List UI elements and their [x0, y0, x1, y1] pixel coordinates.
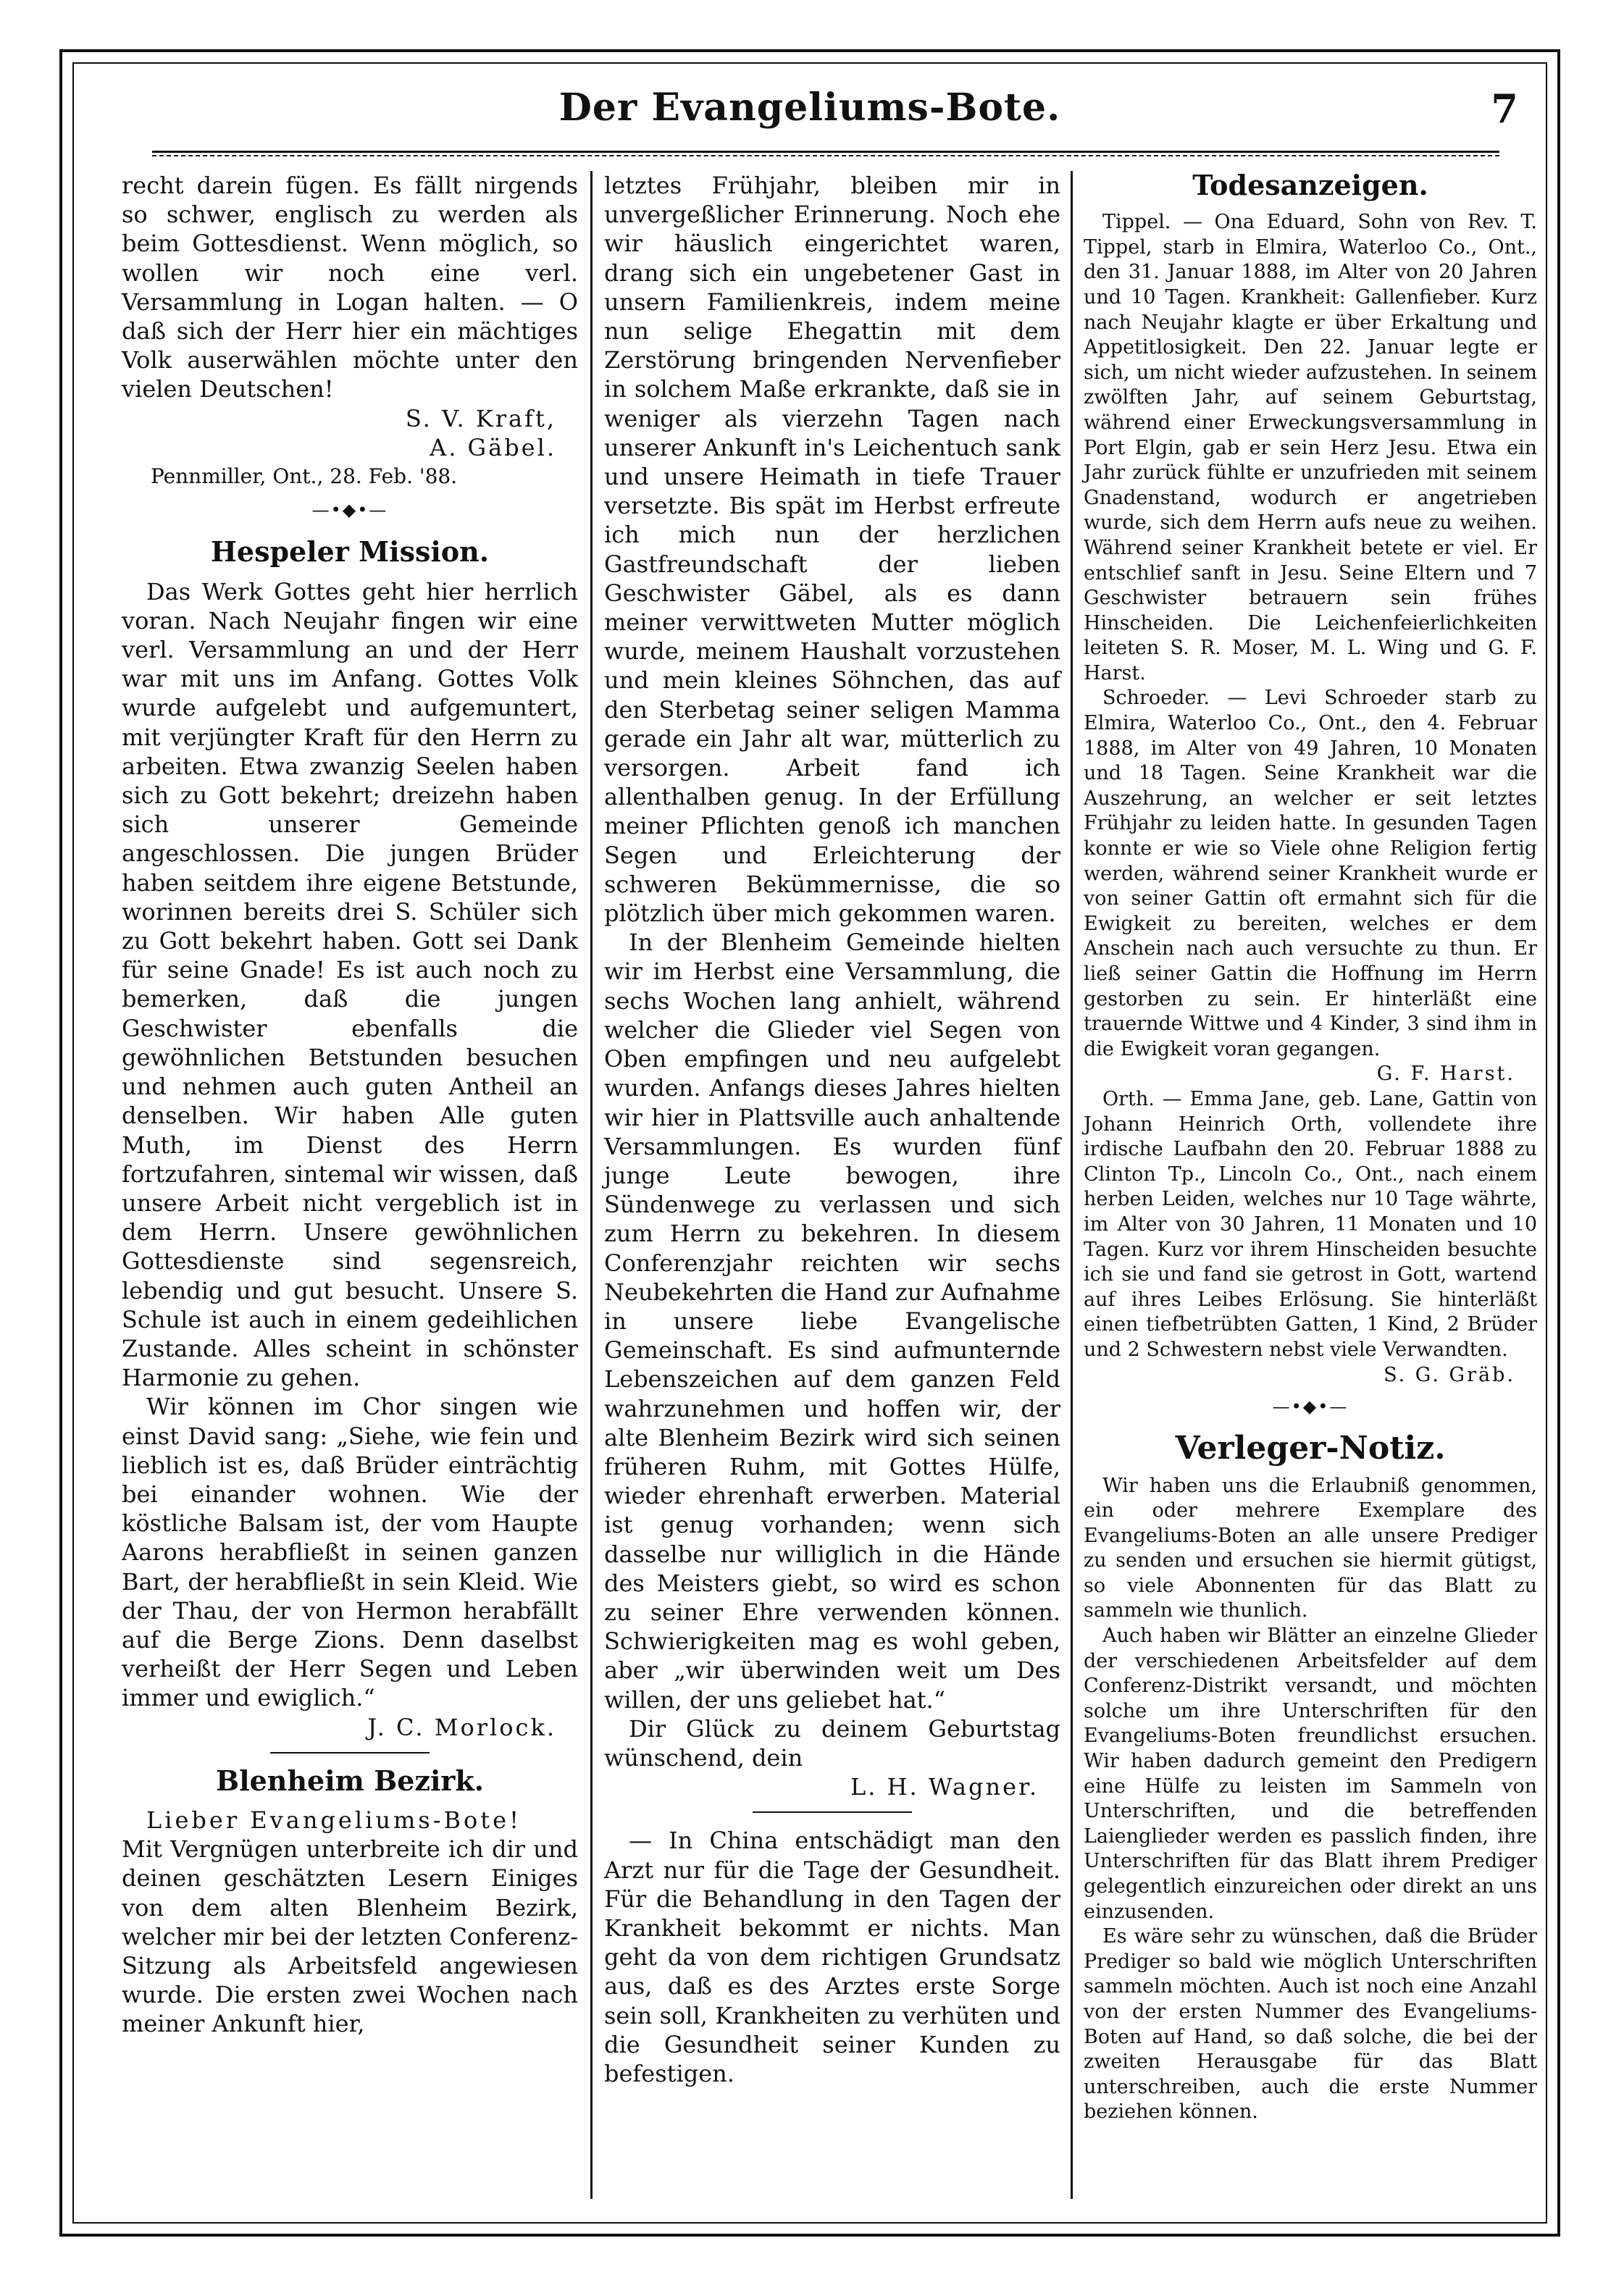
article-paragraph: — In China entschädigt man den Arzt nur für die Tage der Gesundheit. Für die Behandlung in den Tagen der Krankheit bekommt er nichts. Man geht da von dem richtigen Grundsatz aus, daß es des Arztes erste Sorge sein soll, Krankheiten zu verhüten und die Gesundheit seiner Kunden zu befestigen. — [604, 1827, 1060, 2087]
publisher-notice — [1084, 1474, 1537, 2125]
notice-paragraph: Es wäre sehr zu wünschen, daß die Brüder Prediger so bald wie möglich Unterschriften sammeln möchten. Auch ist noch eine Anzahl von der ersten Nummer des Evangeliums-Boten auf Hand, so daß solche, die bei der zweiten Herausgabe für das Blatt unterschreiben, auch die erste Nummer beziehen können. — [1084, 1925, 1537, 2124]
ornament-divider: —•◆•— — [311, 500, 388, 521]
column-3 — [1084, 171, 1537, 2125]
article-paragraph: Das Werk Gottes geht hier herrlich voran. Nach Neujahr fingen wir eine verl. Versammlung an und der Herr war mit uns im Anfang. Gottes Volk wurde aufgelebt und aufgemuntert, mit verjüngter Kraft für den Herrn zu arbeiten. Etwa zwanzig Seelen haben sich zu Gott bekehrt; dreizehn haben sich unserer Gemeinde angeschlossen. Die jungen Brüder haben seitdem ihre eigene Betstunde, worinnen bereits drei S. Schüler sich zu Gott bekehrt haben. Gott sei Dank für seine Gnade! Es ist auch noch zu bemerken, daß die jungen Geschwister ebenfalls die gewöhnlichen Betstunden besuchen und nehmen auch guten Antheil an denselben. Wir haben Alle guten Muth, im Dienst des Herrn fortzufahren, sintemal wir wissen, daß unsere Arbeit nicht vergeblich ist in dem Herrn. Unsere gewöhnlichen Gottesdienste sind segensreich, lebendig und gut besucht. Unsere S. Schule ist auch in einem gedeihlichen Zustande. Alles scheint in schönster Harmonie zu gehen. — [122, 577, 578, 1392]
signature: S. V. Kraft, — [405, 404, 556, 432]
divider — [753, 1811, 912, 1813]
salutation: Lieber Evangeliums-Bote! — [146, 1806, 522, 1834]
article-paragraph: Mit Vergnügen unterbreite ich dir und deinen geschätzten Lesern Einiges von dem alten Blenheim Bezirk, welcher mir bei der letzten Conferenz-Sitzung als Arbeitsfeld angewiesen wurde. Die ersten zwei Wochen nach meiner Ankunft hier, — [122, 1835, 578, 2038]
signature: L. H. Wagner. — [850, 1773, 1039, 1801]
masthead-title: Der Evangeliums-Bote. — [558, 85, 1061, 130]
notice-paragraph: Auch haben wir Blätter an einzelne Glieder der verschiedenen Arbeitsfelder auf dem Conferenz-Distrikt versandt, und möchten solche um ihre Unterschriften für den Evangeliums-Boten freundlichst ersuchen. Wir haben dadurch gemeint den Predigern eine Hülfe zu leisten im Sammeln von Unterschriften, und die betreffenden Laienglieder werden es passlich finden, ihre Unterschriften für das Blatt ihrem Prediger gelegentlich einzureichen oder direkt an uns einzusenden. — [1084, 1625, 1537, 1923]
ornament-divider: —•◆•— — [1272, 1396, 1349, 1417]
obituary: Schroeder. — Levi Schroeder starb zu Elmira, Waterloo Co., Ont., den 4. Februar 1888, im Alter von 49 Jahren, 10 Monaten und 18 Tagen. Seine Krankheit war die Auszehrung, an welcher er seit letztes Frühjahr zu leiden hatte. In gesunden Tagen konnte er wie so Viele ohne Religion fertig werden, während seiner Krankheit wurde er von seiner Gattin oft ermahnt sich für die Ewigkeit zu bereiten, welches er dem Anschein nach auch versuchte zu thun. Er ließ seiner Gattin die Hoffnung im Herrn gestorben zu sein. Er hinterläßt eine trauernde Wittwe und 4 Kinder, 3 sind ihm in die Ewigkeit voran gegangen. — [1084, 687, 1537, 1060]
column-rule-1 — [590, 171, 593, 2199]
dateline: Pennmiller, Ont., 28. Feb. '88. — [151, 464, 458, 489]
masthead — [72, 85, 1547, 143]
article-paragraph: In der Blenheim Gemeinde hielten wir im Herbst eine Versammlung, die sechs Wochen lang anhielt, während welcher die Glieder viel Segen von Oben empfingen und neu aufgelebt wurden. Anfangs dieses Jahres hielten wir hier in Plattsville auch anhaltende Versammlungen. Es wurden fünf junge Leute bewogen, ihre Sündenwege zu verlassen und sich zum Herrn zu bekehren. In diesem Conferenzjahr reichten wir sechs Neubekehrten die Hand zur Aufnahme in unsere liebe Evangelische Gemeinschaft. Es sind aufmunternde Lebenszeichen auf dem ganzen Feld wahrzunehmen und hoffen wir, der alte Blenheim Bezirk wird sich seinen früheren Ruhm, mit Gottes Hülfe, wieder ehrenhaft erwerben. Material ist genug vorhanden; wenn sich dasselbe nur williglich in die Hände des Meisters giebt, so wird es schon zu seiner Ehre verwenden können. Schwierigkeiten mag es wohl geben, aber „wir überwinden weit um Des willen, der uns geliebet hat.“ — [604, 929, 1060, 1714]
section-heading: Blenheim Bezirk. — [216, 1764, 484, 1797]
column-2 — [604, 171, 1060, 2088]
article-paragraph: Dir Glück zu deinem Geburtstag wünschend, dein — [604, 1714, 1060, 1772]
notice-paragraph: Wir haben uns die Erlaubniß genommen, ein oder mehrere Exemplare des Evangeliums-Boten an alle unsere Prediger zu senden und ersuchen sie hiermit gütigst, so viele Abonnenten für das Blatt zu sammeln wie thunlich. — [1084, 1474, 1537, 1622]
signature: J. C. Morlock. — [367, 1713, 556, 1741]
article-paragraph: letztes Frühjahr, bleiben mir in unvergeßlicher Erinnerung. Noch ehe wir häuslich eingerichtet waren, drang sich ein ungebetener Gast in unsern Familienkreis, indem meine nun selige Ehegattin mit dem Zerstörung bringenden Nervenfieber in solchem Maße erkrankte, daß sie in weniger als vierzehn Tagen nach unserer Ankunft in's Leichentuch sank und unsere Heimath in tiefe Trauer versetzte. Bis spät im Herbst erfreute ich mich nun der herzlichen Gastfreundschaft der lieben Geschwister Gäbel, als es dann meiner verwittweten Mutter möglich wurde, meinem Haushalt vorzustehen und mein kleines Söhnchen, das auf den Sterbetag seiner seligen Mamma gerade ein Jahr alt war, mütterlich zu versorgen. Arbeit fand ich allenthalben genug. In der Erfüllung meiner Pflichten genoß ich manchen Segen und Erleichterung der schweren Bekümmernisse, die so plötzlich über mich gekommen waren. — [604, 172, 1060, 928]
column-1 — [122, 171, 578, 2039]
obituaries — [1084, 210, 1537, 1388]
page-number: 7 — [1491, 85, 1518, 132]
article-paragraph: Wir können im Chor singen wie einst David sang: „Siehe, wie fein und lieblich ist es, daß Brüder einträchtig bei einander wohnen. Wie der köstliche Balsam ist, der vom Haupte Aarons herabfließt in seinen ganzen Bart, der herabfließt in sein Kleid. Wie der Thau, der von Hermon herabfällt auf die Berge Zions. Denn daselbst verheißt der Herr Segen und Leben immer und ewiglich.“ — [122, 1393, 578, 1712]
section-heading: Verleger-Notiz. — [1175, 1430, 1446, 1467]
signature: A. Gäbel. — [430, 433, 556, 461]
article-text: recht darein fügen. Es fällt nirgends so schwer, englisch zu werden als beim Gottesdienst. Wenn möglich, so wollen wir noch eine verl. Versammlung in Logan halten. — O daß sich der Herr hier ein mächtiges Volk auserwählen möchte unter den vielen Deutschen! — [122, 172, 578, 403]
signature: S. G. Gräb. — [1384, 1363, 1515, 1386]
obituary: Orth. — Emma Jane, geb. Lane, Gattin von Johann Heinrich Orth, vollendete ihre irdische Laufbahn den 20. Februar 1888 zu Clinton Tp., Lincoln Co., Ont., nach einem herben Leiden, welches nur 10 Tage währte, im Alter von 30 Jahren, 11 Monaten und 10 Tagen. Kurz vor ihrem Hinscheiden besuchte ich sie und fand sie getrost in Gott, wartend auf ihres Leibes Erlösung. Sie hinterläßt einen tiefbetrübten Gatten, 1 Kind, 2 Brüder und 2 Schwestern nebst viele Verwandten. — [1084, 1087, 1537, 1361]
obituary: Tippel. — Ona Eduard, Sohn von Rev. T. Tippel, starb in Elmira, Waterloo Co., Ont., den 31. Januar 1888, im Alter von 20 Jahren und 10 Tagen. Krankheit: Gallenfieber. Kurz nach Neujahr klagte er über Erkaltung und Appetitlosigkeit. Den 22. Januar legte er sich, um nicht wieder aufzustehen. In seinem zwölften Jahr, auf seinem Geburtstag, während einer Erweckungsversammlung in Port Elgin, gab er sein Herz Jesu. Etwa ein Jahr zurück fühlte er unzufrieden mit seinem Gnadenstand, wodurch er angetrieben wurde, sich dem Herrn aufs neue zu weihen. Während seiner Krankheit betete er viel. Er entschlief sanft in Jesu. Seine Eltern und 7 Geschwister betrauern sein frühes Hinscheiden. Die Leichenfeierlichkeiten leiteten S. R. Moser, M. L. Wing und G. F. Harst. — [1084, 211, 1537, 684]
masthead-rule — [152, 151, 1499, 156]
divider — [270, 1752, 430, 1753]
section-heading: Todesanzeigen. — [1192, 169, 1428, 201]
section-heading: Hespeler Mission. — [210, 535, 489, 569]
signature: G. F. Harst. — [1376, 1063, 1515, 1086]
column-rule-2 — [1071, 171, 1073, 2199]
